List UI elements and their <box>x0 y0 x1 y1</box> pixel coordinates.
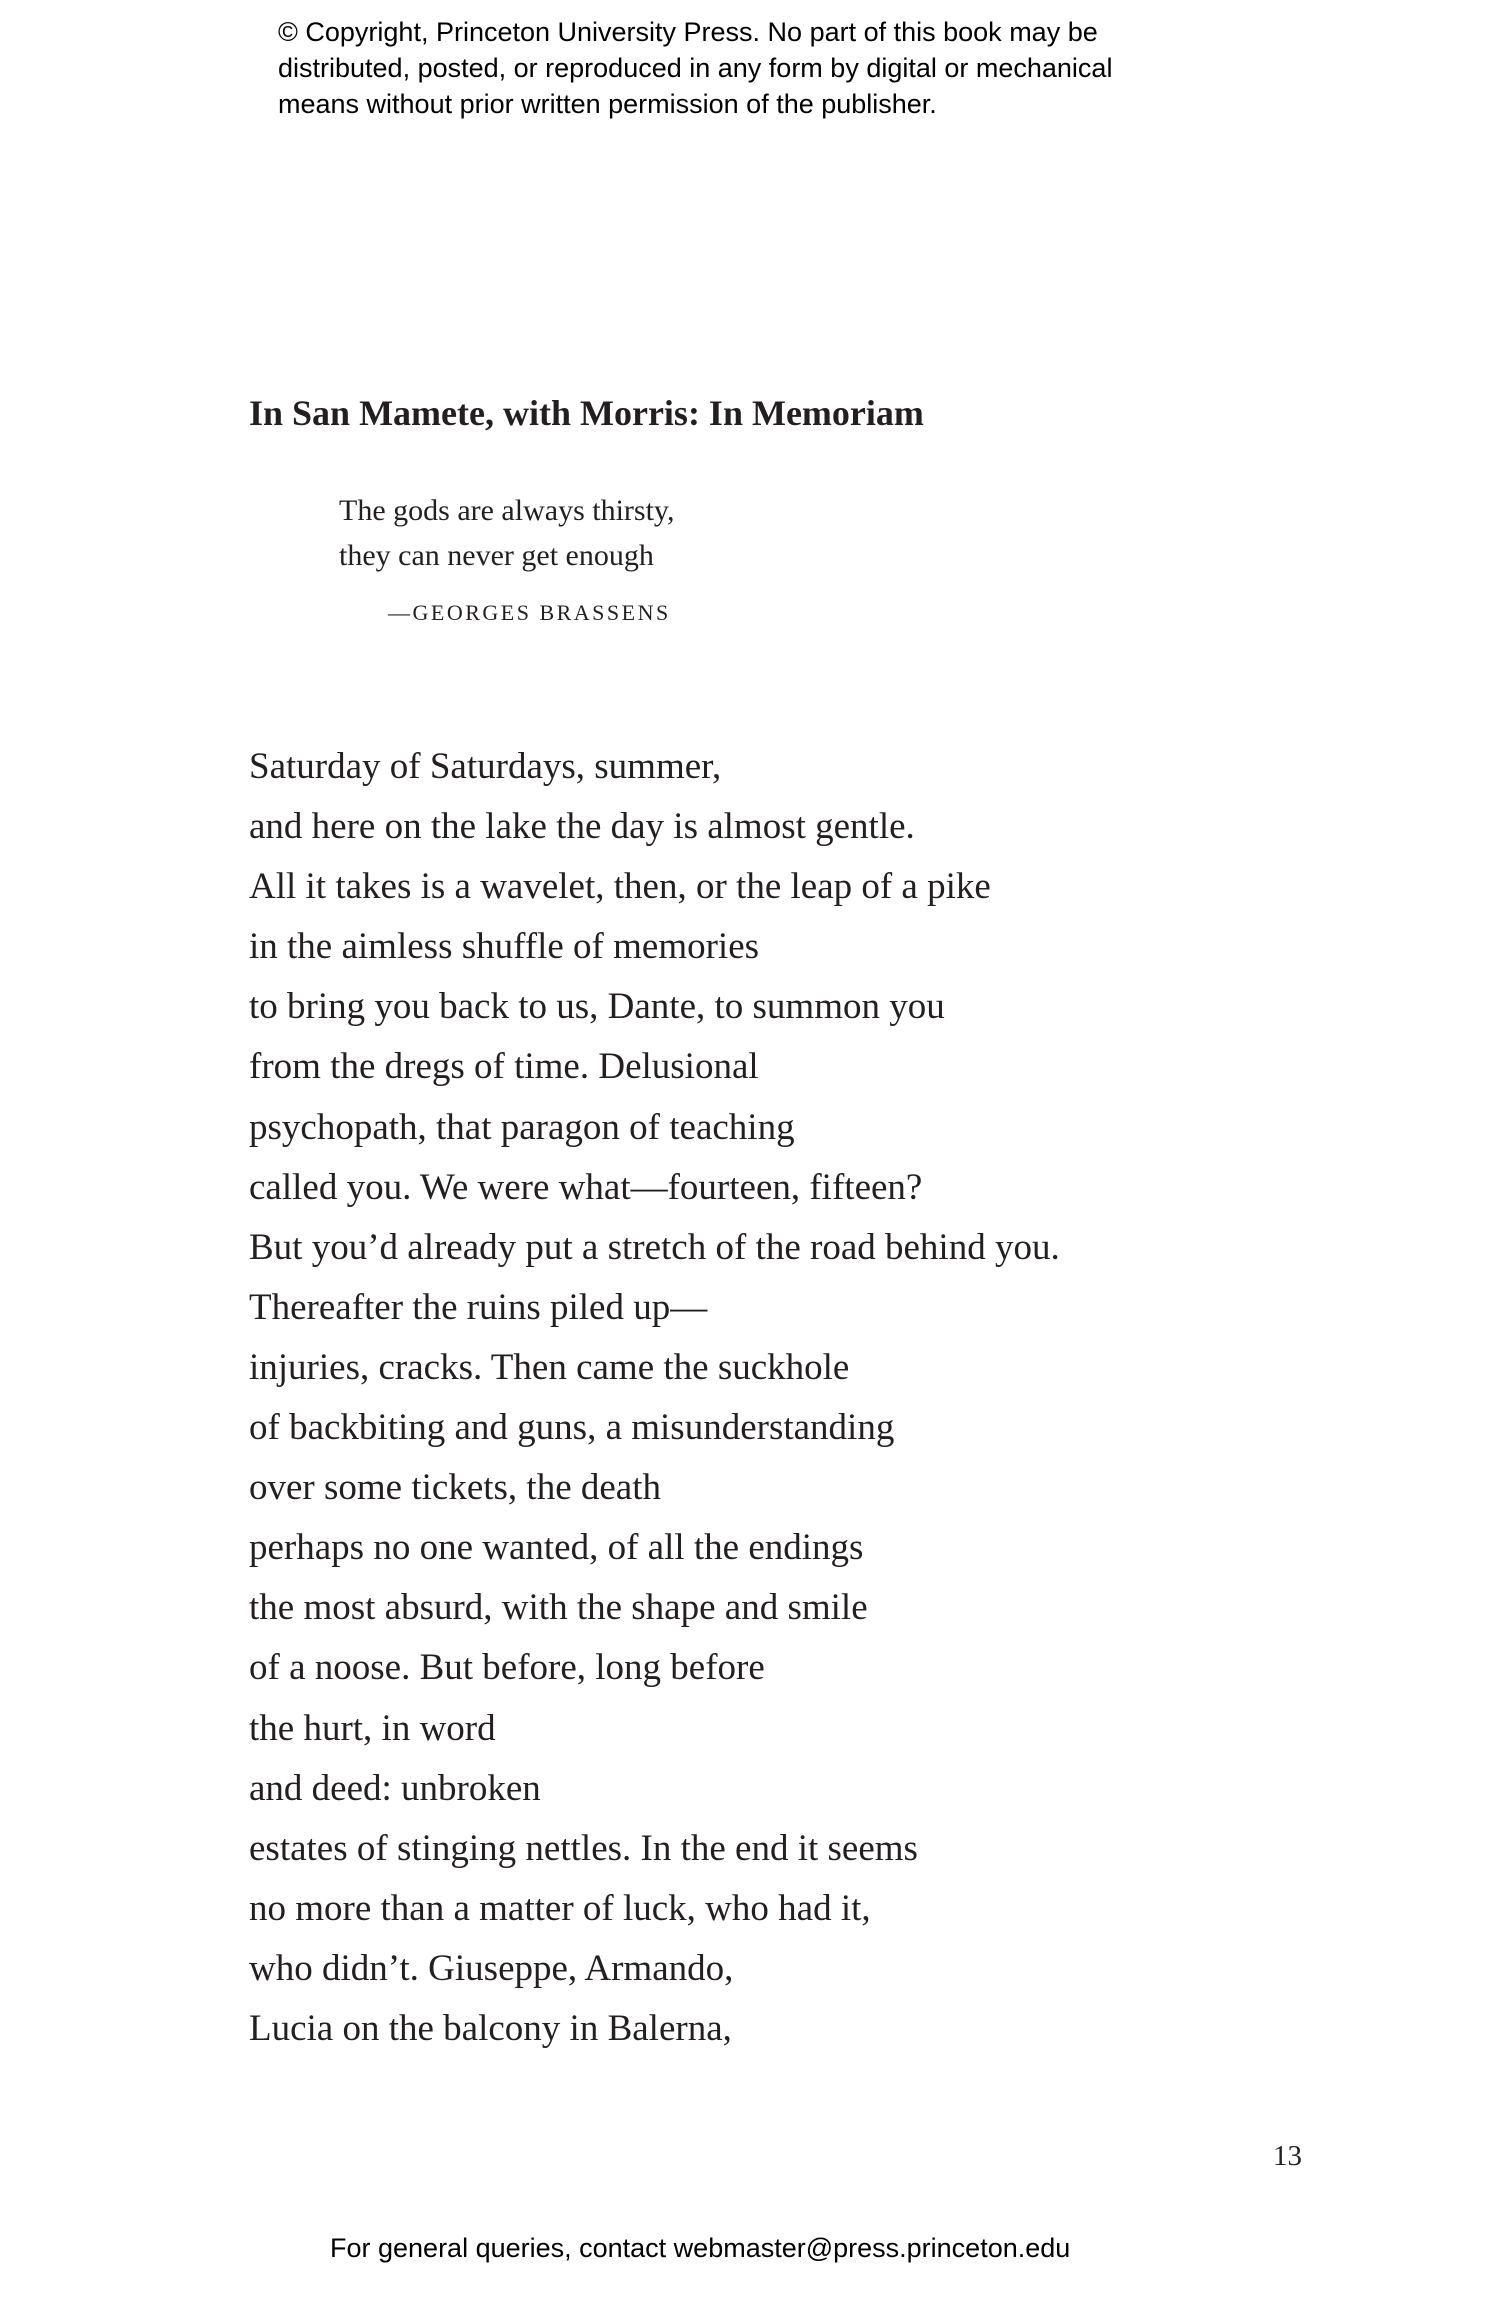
copyright-line: means without prior written permission of the publisher. <box>278 89 937 119</box>
poem-line: from the dregs of time. Delusional <box>249 1046 759 1088</box>
poem-line: injuries, cracks. Then came the suckhole <box>249 1346 850 1388</box>
poem-body <box>249 737 1060 2059</box>
poem-line: in the aimless shuffle of memories <box>249 926 760 968</box>
poem-line: perhaps no one wanted, of all the endings <box>249 1527 864 1569</box>
poem-line: no more than a matter of luck, who had it, <box>249 1887 871 1929</box>
poem-line: of a noose. But before, long before <box>249 1647 765 1689</box>
poem-line: Thereafter the ruins piled up— <box>249 1286 708 1328</box>
page-number: 13 <box>1273 2140 1302 2172</box>
poem-line: who didn’t. Giuseppe, Armando, <box>249 1947 734 1989</box>
poem-line: to bring you back to us, Dante, to summon you <box>249 986 945 1028</box>
poem-line: the hurt, in word <box>249 1707 496 1749</box>
copyright-line: distributed, posted, or reproduced in any form by digital or mechanical <box>278 53 1113 83</box>
poem-line: called you. We were what—fourteen, fifteen? <box>249 1166 923 1208</box>
copyright-notice <box>278 14 1112 122</box>
footer-contact: For general queries, contact webmaster@press.princeton.edu <box>330 2233 1071 2263</box>
poem-line: estates of stinging nettles. In the end it seems <box>249 1827 918 1869</box>
poem-line: over some tickets, the death <box>249 1467 662 1509</box>
poem-line: and deed: unbroken <box>249 1767 541 1809</box>
epigraph-line: The gods are always thirsty, <box>339 494 675 527</box>
poem-line: psychopath, that paragon of teaching <box>249 1106 795 1148</box>
poem-line: the most absurd, with the shape and smile <box>249 1587 868 1629</box>
poem-line: and here on the lake the day is almost gentle. <box>249 806 915 848</box>
poem-title: In San Mamete, with Morris: In Memoriam <box>249 393 924 433</box>
poem-line: of backbiting and guns, a misunderstanding <box>249 1407 895 1449</box>
epigraph-attribution: —GEORGES BRASSENS <box>388 600 671 625</box>
poem-line: But you’d already put a stretch of the road behind you. <box>249 1226 1060 1268</box>
epigraph <box>339 488 674 578</box>
epigraph-line: they can never get enough <box>339 539 654 572</box>
poem-line: Saturday of Saturdays, summer, <box>249 746 722 787</box>
poem-line: All it takes is a wavelet, then, or the leap of a pike <box>249 866 991 908</box>
poem-line: Lucia on the balcony in Balerna, <box>249 2007 732 2049</box>
copyright-line: © Copyright, Princeton University Press. No part of this book may be <box>278 17 1098 47</box>
